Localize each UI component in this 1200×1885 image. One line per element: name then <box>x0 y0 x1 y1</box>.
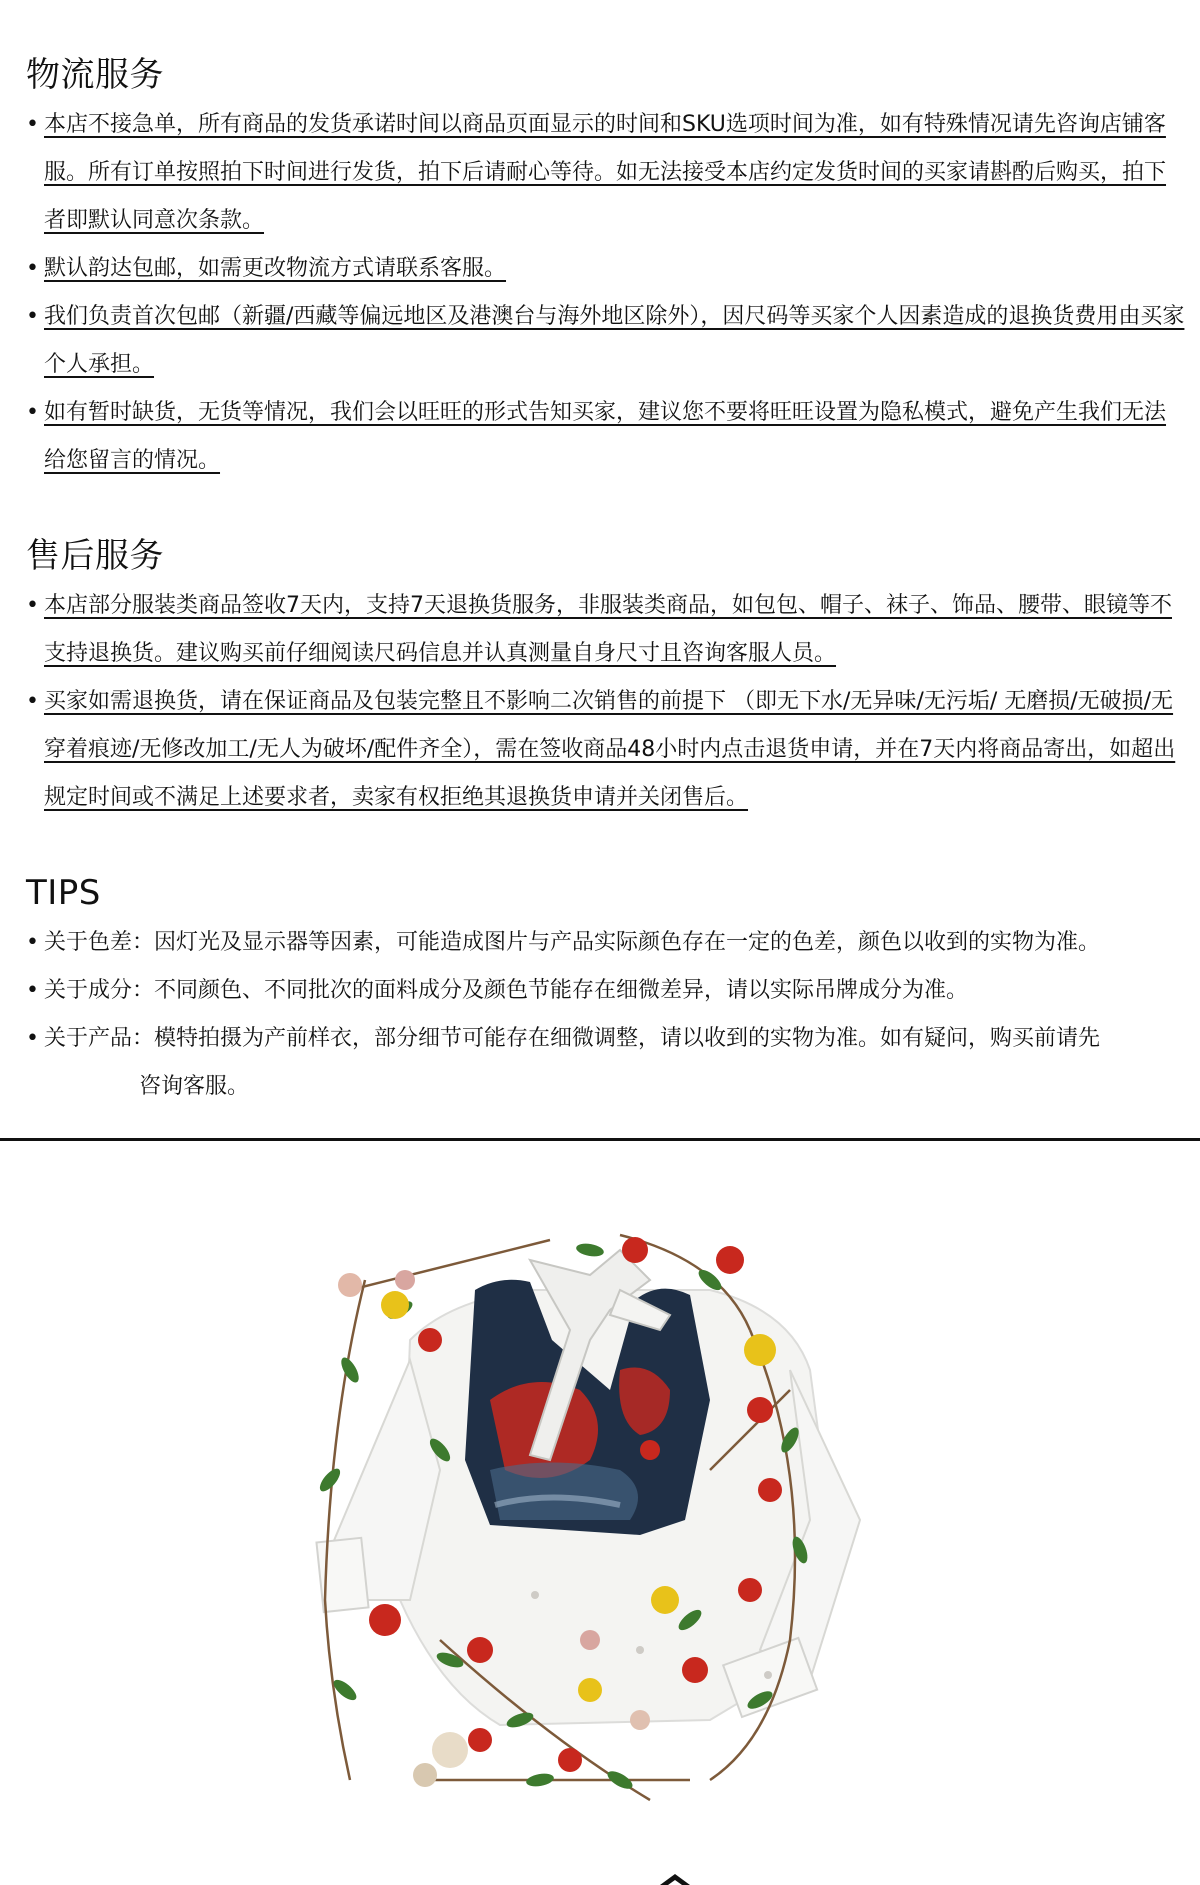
logistics-item <box>26 293 1186 389</box>
after-sales-title: 售后服务 <box>26 536 164 576</box>
tips-section <box>26 868 1186 1111</box>
logistics-title: 物流服务 <box>26 55 164 95</box>
bullet-dot: • <box>26 256 39 281</box>
bullet-dot: • <box>26 112 39 137</box>
tip-label: 关于色差： <box>44 930 155 955</box>
tip-label: 关于成分： <box>44 978 155 1003</box>
section-divider <box>0 1138 1200 1141</box>
logistics-item <box>26 245 1186 293</box>
tip-item <box>26 967 1186 1015</box>
bullet-dot: • <box>26 400 39 425</box>
tip-item <box>26 1015 1186 1111</box>
tip-item <box>26 919 1186 967</box>
logistics-item-text: 默认韵达包邮，如需更改物流方式请联系客服。 <box>44 256 507 281</box>
after-sales-item-text: 本店部分服装类商品签收7天内，支持7天退换货服务，非服装类商品，如包包、帽子、袜子、饰品、腰带、眼镜等不支持退换货。建议购买前仔细阅读尺码信息并认真测量自身尺寸且咨询客服人员。 <box>44 593 1172 666</box>
bullet-dot: • <box>26 978 39 1003</box>
logistics-section <box>26 50 1186 485</box>
logistics-item <box>26 389 1186 485</box>
policy-content <box>26 50 1186 1111</box>
partial-icon <box>660 1874 690 1885</box>
after-sales-item <box>26 678 1186 822</box>
logistics-item-text: 本店不接急单，所有商品的发货承诺时间以商品页面显示的时间和SKU选项时间为准，如有特殊情况请先咨询店铺客服。所有订单按照拍下时间进行发货，拍下后请耐心等待。如无法接受本店约定发货时间的买家请斟酌后购买，拍下者即默认同意次条款。 <box>44 112 1167 233</box>
bullet-dot: • <box>26 593 39 618</box>
logistics-item-text: 我们负责首次包邮（新疆/西藏等偏远地区及港澳台与海外地区除外），因尺码等买家个人因素造成的退换货费用由买家个人承担。 <box>44 304 1185 377</box>
tips-title: TIPS <box>26 873 101 913</box>
logistics-item-text: 如有暂时缺货，无货等情况，我们会以旺旺的形式告知买家，建议您不要将旺旺设置为隐私模式，避免产生我们无法给您留言的情况。 <box>44 400 1167 473</box>
bullet-dot: • <box>26 1026 39 1051</box>
after-sales-item <box>26 582 1186 678</box>
logistics-item <box>26 101 1186 245</box>
product-image <box>290 1220 910 1820</box>
bullet-dot: • <box>26 304 39 329</box>
tip-label: 关于产品： <box>44 1026 155 1051</box>
after-sales-section <box>26 531 1186 822</box>
tip-text: 不同颜色、不同批次的面料成分及颜色节能存在细微差异，请以实际吊牌成分为准。 <box>154 978 969 1003</box>
tip-text: 因灯光及显示器等因素，可能造成图片与产品实际颜色存在一定的色差，颜色以收到的实物为准。 <box>154 930 1101 955</box>
bullet-dot: • <box>26 930 39 955</box>
tip-continuation: 咨询客服。 <box>139 1074 250 1099</box>
bullet-dot: • <box>26 689 39 714</box>
tip-text: 模特拍摄为产前样衣，部分细节可能存在细微调整，请以收到的实物为准。如有疑问，购买前请先 <box>154 1026 1101 1051</box>
after-sales-item-text: 买家如需退换货，请在保证商品及包装完整且不影响二次销售的前提下 （即无下水/无异味/无污垢/ 无磨损/无破损/无穿着痕迹/无修改加工/无人为破坏/配件齐全），需在签收商品48小时内点击退货申请，并在7天内将商品寄出，如超出规定时间或不满足上述要求者，卖家有权拒绝其退换货申请并关闭售后。 <box>44 689 1176 810</box>
